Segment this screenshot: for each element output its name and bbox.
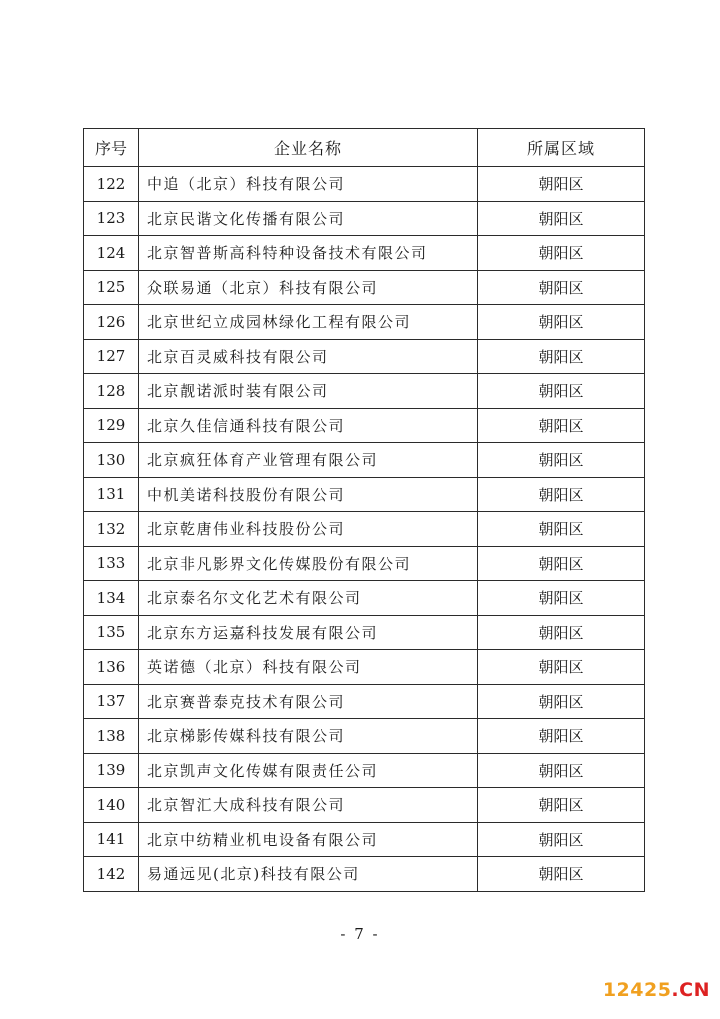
table-row (84, 477, 645, 512)
region-cell: 朝阳区 (478, 546, 645, 581)
region-cell: 朝阳区 (478, 650, 645, 685)
region-cell: 朝阳区 (478, 857, 645, 892)
seq-cell: 124 (84, 236, 139, 271)
company-name-cell: 英诺德（北京）科技有限公司 (139, 650, 478, 685)
region-cell: 朝阳区 (478, 477, 645, 512)
table-row (84, 581, 645, 616)
table-row (84, 167, 645, 202)
watermark-logo (603, 979, 710, 1001)
company-name-cell: 北京梯影传媒科技有限公司 (139, 719, 478, 754)
seq-cell: 132 (84, 512, 139, 547)
seq-cell: 140 (84, 788, 139, 823)
company-table (83, 128, 645, 892)
watermark-domain: CN (679, 979, 710, 1001)
table-row (84, 753, 645, 788)
company-name-cell: 中追（北京）科技有限公司 (139, 167, 478, 202)
table-row (84, 650, 645, 685)
table-row (84, 822, 645, 857)
company-name-cell: 北京非凡影界文化传媒股份有限公司 (139, 546, 478, 581)
region-cell: 朝阳区 (478, 615, 645, 650)
company-name-cell: 北京泰名尔文化艺术有限公司 (139, 581, 478, 616)
header-seq: 序号 (84, 129, 139, 167)
region-cell: 朝阳区 (478, 753, 645, 788)
table-row (84, 684, 645, 719)
company-name-cell: 易通远见(北京)科技有限公司 (139, 857, 478, 892)
company-name-cell: 中机美诺科技股份有限公司 (139, 477, 478, 512)
region-cell: 朝阳区 (478, 684, 645, 719)
seq-cell: 138 (84, 719, 139, 754)
company-name-cell: 众联易通（北京）科技有限公司 (139, 270, 478, 305)
table-header-row (84, 129, 645, 167)
region-cell: 朝阳区 (478, 788, 645, 823)
company-name-cell: 北京智汇大成科技有限公司 (139, 788, 478, 823)
company-name-cell: 北京靓诺派时装有限公司 (139, 374, 478, 409)
seq-cell: 141 (84, 822, 139, 857)
region-cell: 朝阳区 (478, 236, 645, 271)
company-name-cell: 北京世纪立成园林绿化工程有限公司 (139, 305, 478, 340)
company-name-cell: 北京百灵威科技有限公司 (139, 339, 478, 374)
region-cell: 朝阳区 (478, 408, 645, 443)
table-row (84, 408, 645, 443)
region-cell: 朝阳区 (478, 581, 645, 616)
seq-cell: 125 (84, 270, 139, 305)
region-cell: 朝阳区 (478, 822, 645, 857)
region-cell: 朝阳区 (478, 201, 645, 236)
seq-cell: 134 (84, 581, 139, 616)
region-cell: 朝阳区 (478, 374, 645, 409)
region-cell: 朝阳区 (478, 270, 645, 305)
table-row (84, 443, 645, 478)
watermark-number: 12425 (602, 979, 672, 1001)
header-company-name: 企业名称 (139, 129, 478, 167)
seq-cell: 131 (84, 477, 139, 512)
seq-cell: 126 (84, 305, 139, 340)
seq-cell: 129 (84, 408, 139, 443)
company-name-cell: 北京民谐文化传播有限公司 (139, 201, 478, 236)
page-number: - 7 - (340, 925, 380, 943)
company-name-cell: 北京智普斯高科特种设备技术有限公司 (139, 236, 478, 271)
table-row (84, 305, 645, 340)
company-name-cell: 北京东方运嘉科技发展有限公司 (139, 615, 478, 650)
region-cell: 朝阳区 (478, 443, 645, 478)
table-row (84, 719, 645, 754)
table-row (84, 857, 645, 892)
table-row (84, 615, 645, 650)
table-row (84, 339, 645, 374)
company-name-cell: 北京久佳信通科技有限公司 (139, 408, 478, 443)
seq-cell: 139 (84, 753, 139, 788)
table-row (84, 236, 645, 271)
company-name-cell: 北京凯声文化传媒有限责任公司 (139, 753, 478, 788)
region-cell: 朝阳区 (478, 339, 645, 374)
region-cell: 朝阳区 (478, 719, 645, 754)
table-body (84, 167, 645, 892)
table-row (84, 270, 645, 305)
seq-cell: 123 (84, 201, 139, 236)
table-row (84, 788, 645, 823)
company-name-cell: 北京中纺精业机电设备有限公司 (139, 822, 478, 857)
watermark-dot: . (671, 979, 680, 1001)
seq-cell: 133 (84, 546, 139, 581)
seq-cell: 136 (84, 650, 139, 685)
company-name-cell: 北京赛普泰克技术有限公司 (139, 684, 478, 719)
seq-cell: 142 (84, 857, 139, 892)
region-cell: 朝阳区 (478, 512, 645, 547)
seq-cell: 135 (84, 615, 139, 650)
table-row (84, 546, 645, 581)
company-name-cell: 北京乾唐伟业科技股份公司 (139, 512, 478, 547)
header-region: 所属区域 (478, 129, 645, 167)
seq-cell: 137 (84, 684, 139, 719)
company-name-cell: 北京疯狂体育产业管理有限公司 (139, 443, 478, 478)
region-cell: 朝阳区 (478, 167, 645, 202)
seq-cell: 122 (84, 167, 139, 202)
table-row (84, 201, 645, 236)
seq-cell: 128 (84, 374, 139, 409)
seq-cell: 127 (84, 339, 139, 374)
seq-cell: 130 (84, 443, 139, 478)
table-row (84, 374, 645, 409)
table-row (84, 512, 645, 547)
region-cell: 朝阳区 (478, 305, 645, 340)
